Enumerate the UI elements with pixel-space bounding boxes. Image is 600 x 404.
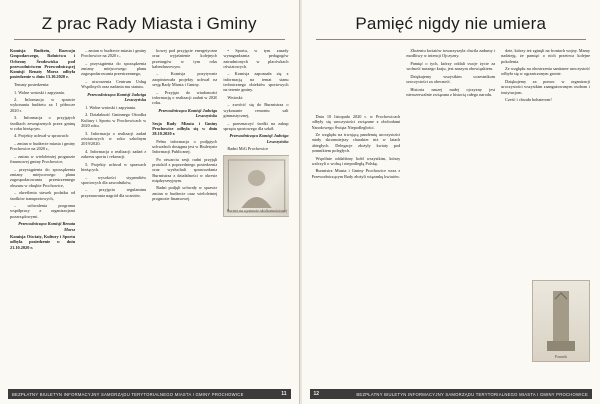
paragraph: Komisja Oświaty, Kultury i Sportu odbyła posiedzenie w dniu 21.10.2020 r.	[10, 234, 76, 250]
paragraph: 2. Informacja w sprawie wykonania budżetu za I półrocze 2020 r.	[10, 97, 76, 113]
paragraph: Sesja Rady Miasta i Gminy Prochowice odbyła się w dniu 28.10.2020 r.	[152, 120, 218, 137]
paragraph: 1. Wolne wnioski i zapytania.	[14, 89, 65, 95]
paragraph: – utworzenia Centrum Usług Wspólnych oraz nadania mu statutu.	[81, 79, 147, 90]
paragraph: Złożeniu kwiatów towarzyszyła chwila zadumy i modlitwy w intencji Ojczyzny.	[406, 48, 496, 59]
paragraph: – zmian w budżecie miasta i gminy Prochowice na 2020 r.,	[10, 141, 76, 152]
paragraph: 3. Informacja o przyjętych środkach zewnętrznych przez gminę w roku bieżącym.	[10, 115, 76, 131]
page-number: 12	[313, 391, 320, 397]
column-spacer	[312, 48, 401, 114]
paragraph: Burmistrz Miasta i Gminy Prochowice wraz z Przewodniczącym Rady złożyli wiązankę kwiatów.	[311, 168, 401, 179]
paragraph: Przewodnicząca Komisji Renata Morsz	[18, 221, 76, 232]
paragraph: – Komisja zapoznała się z informacją na temat stanu technicznego obiektów sportowych na terenie gminy.	[223, 71, 289, 93]
photo-caption: Portret na wystawie okolicznościowej	[226, 208, 288, 214]
paragraph: Przewodnicząca Komisji Jadwiga Leszczyńska	[229, 133, 289, 144]
paragraph: Wspólnie oddaliśmy hołd wszystkim, którzy walczyli o wolną i niepodległą Polskę.	[311, 155, 401, 166]
column-1-text	[312, 114, 401, 179]
right-page	[302, 0, 600, 404]
paragraph: – przystąpienia do sporządzenia zmiany miejscowego planu zagospodarowania przestrzennego,	[81, 60, 147, 77]
page-title: Pamięć nigdy nie umiera	[355, 14, 547, 33]
paragraph: Historia naszej małej ojczyzny jest nierozerwalnie związana z historią całego narodu.	[406, 86, 496, 97]
paragraph: Dziękujemy wszystkim uczestnikom uroczystości za obecność.	[406, 73, 496, 85]
paragraph: Przewodnicząca Komisji Jadwiga Leszczyńska	[158, 107, 218, 118]
figure-caption: Pomnik	[554, 354, 568, 359]
title-divider	[316, 39, 587, 40]
paragraph: 4. Projekty uchwał w sprawach:	[14, 133, 70, 139]
paragraph: Radni podjęli uchwały w sprawie zmian w budżecie oraz wieloletniej prognozie finansowej.	[152, 185, 218, 201]
paragraph: 5. Projekty uchwał w sprawach bieżących.	[81, 161, 147, 172]
column-1	[10, 48, 75, 382]
paragraph: – Przyjęto do wiadomości informację o realizacji zadań w 2020 roku.	[152, 89, 218, 106]
footer-text: BEZPŁATNY BIULETYN INFORMACYJNY SAMORZĄDU TERYTORIALNEGO MIASTA I GMINY PROCHOWICE	[12, 391, 244, 397]
page-footer	[8, 389, 291, 399]
paragraph: Pamięć o tych, którzy oddali swoje życie za wolność naszego kraju, jest naszym obowiązkiem.	[406, 60, 496, 72]
paragraph: Tematy posiedzenia:	[14, 81, 50, 87]
column-2	[81, 48, 146, 382]
page-number: 11	[281, 391, 287, 397]
paragraph: – przyjęcia regulaminu przyznawania nagród dla uczniów.	[81, 187, 147, 198]
paragraph: – przystąpienia do sporządzenia zmiany miejscowego planu zagospodarowania przestrzennego obszaru w obrębie Prochowice,	[10, 166, 76, 188]
column-3-text	[501, 48, 590, 102]
paragraph: – określenia stawek podatku od środków transportowych,	[10, 190, 76, 201]
footer-text: BEZPŁATNY BIULETYN INFORMACYJNY SAMORZĄDU TERYTORIALNEGO MIASTA I GMINY PROCHOWICE	[356, 391, 588, 397]
paragraph: 1. Wolne wnioski i zapytania.	[85, 104, 137, 110]
paragraph: Cześć i chwała bohaterom!	[505, 97, 552, 103]
paragraph: Dnia 10 listopada 2020 r. w Prochowicach odbyły się uroczystości związane z obchodami Narodowego Święta Niepodległości.	[311, 114, 401, 130]
paragraph: – zmian w wieloletniej prognozie finansowej gminy Prochowice,	[10, 153, 76, 165]
column-1	[312, 48, 401, 382]
paragraph: – Komisja pozytywnie zaopiniowała projekty uchwał na sesję Rady Miasta i Gminy.	[152, 71, 218, 87]
paragraph: Dziękujemy za pomoc w organizacji uroczystości wszystkim zaangażowanym osobom i instytucjom.	[501, 79, 590, 95]
title-divider	[14, 39, 285, 40]
paragraph: Radni MiG Prochowice	[227, 146, 269, 152]
paragraph: – zmian w budżecie miasta i gminy Prochowice na 2020 r.,	[81, 48, 147, 59]
monument-figure	[532, 280, 590, 362]
column-4	[223, 48, 288, 382]
page-footer	[310, 389, 593, 399]
paragraph: kowej pod przyjęcie energetyczne oraz wyjaśnienie kolejnych przetargów w tym roku kalendarzowym.	[152, 48, 218, 69]
paragraph: – wysokości stypendiów sportowych dla zawodników,	[81, 174, 147, 185]
paragraph: – zwrócić się do Burmistrza o wykonanie remontu sali gimnastycznej,	[223, 102, 289, 118]
paragraph: Po otwarciu sesji radni przyjęli protokół z poprzedniego posiedzenia oraz wysłuchali sprawozdania Burmistrza z działalności w okresie międzysesyjnym.	[152, 156, 218, 183]
portrait-photo	[223, 155, 288, 217]
paragraph: – przeznaczyć środki na zakup sprzętu sportowego dla szkół.	[223, 120, 289, 131]
column-2	[406, 48, 495, 382]
paragraph: dzie, którzy też zginęli na frontach wojny. Mamy nadzieję, że pamięć o nich przetrwa kolejne pokolenia.	[501, 48, 590, 64]
article-columns	[10, 48, 289, 382]
paragraph: 4. Informacja o realizacji zadań z zakresu sportu i rekreacji.	[81, 148, 147, 159]
paragraph: Ze względu na obostrzenia sanitarne uroczystość odbyła się w ograniczonym gronie.	[501, 66, 590, 77]
page-title: Z prac Rady Miasta i Gminy	[41, 14, 257, 33]
paragraph: Komisja Budżetu, Rozwoju Gospodarczego, Rolnictwa i Ochrony Środowiska pod przewodnictwem Przewodniczącej Komisji Renaty Morsz odbyła posiedzenie w dniu 13.10.2020 r.	[10, 48, 76, 80]
paragraph: Wnioski:	[227, 94, 244, 100]
paragraph: Pełna informacja o podjętych uchwałach dostępna jest w Biuletynie Informacji Publicznej.	[152, 138, 218, 155]
column-4-text	[223, 48, 288, 152]
paragraph: – uchwalenia programu współpracy z organizacjami pozarządowymi.	[10, 203, 76, 219]
monument-graphic	[533, 281, 589, 361]
paragraph: • Sportu, w tym zasady wynagradzania pedagogów zatrudnionych w placówkach oświatowych.	[223, 48, 289, 69]
paragraph: Ze względu na trwającą pandemię uroczystości miały skromniejszy charakter niż w latach ubiegłych. Delegacje złożyły kwiaty pod pomnikiem poległych.	[311, 132, 401, 153]
paragraph: Przewodnicząca Komisji Jadwiga Leszczyńska	[87, 91, 147, 103]
portrait-graphic	[224, 156, 288, 216]
column-3	[152, 48, 217, 382]
paragraph: 2. Działalność Gminnego Ośrodka Kultury i Sportu w Prochowicach w 2020 roku.	[81, 112, 147, 128]
paragraph: 3. Informacja o realizacji zadań oświatowych w roku szkolnym 2019/2020.	[81, 130, 147, 147]
